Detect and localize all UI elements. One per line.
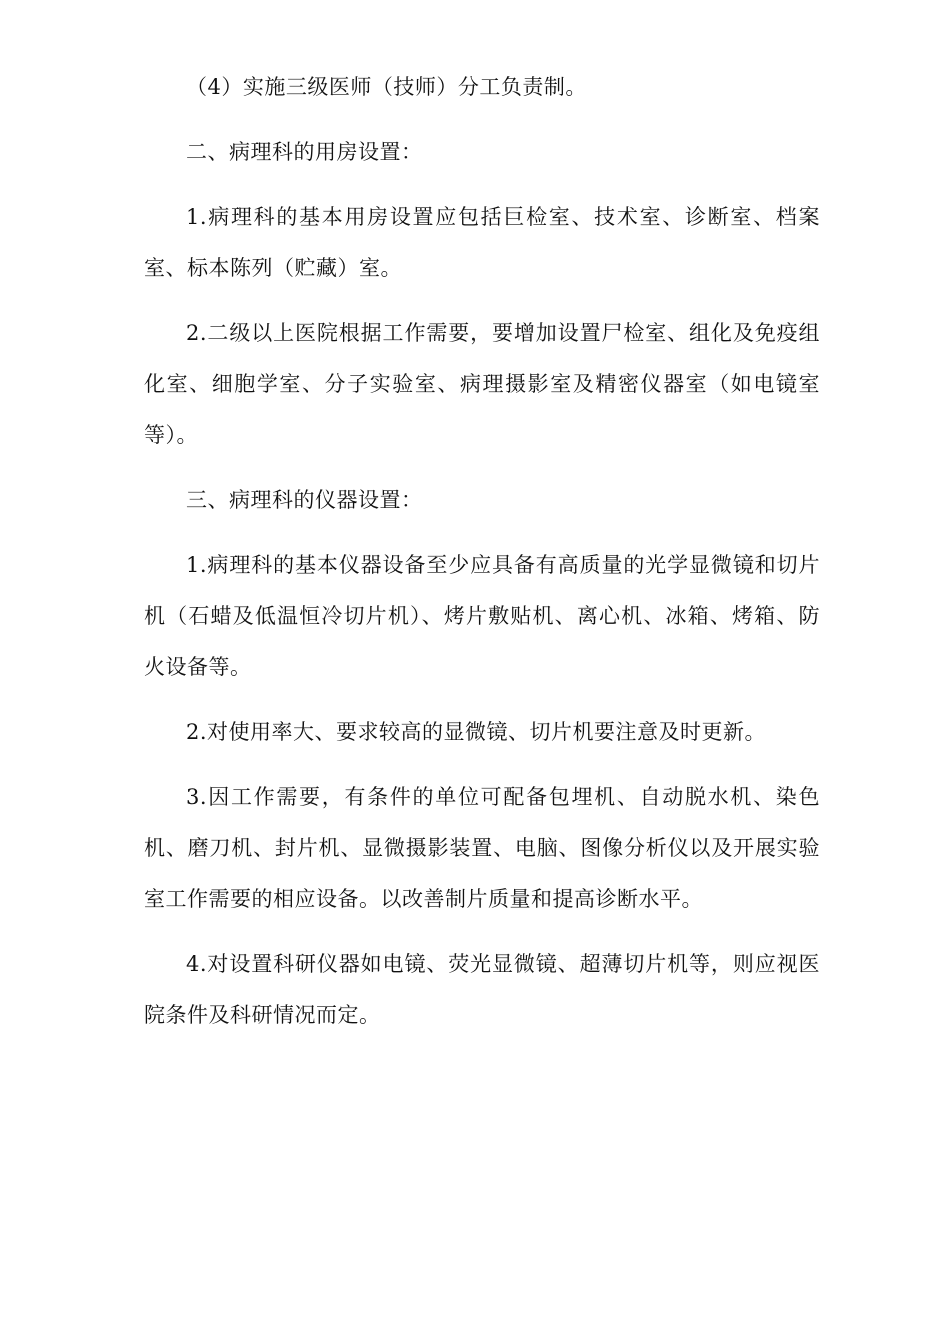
paragraph-instrument-updates: 2.对使用率大、要求较高的显微镜、切片机要注意及时更新。 xyxy=(186,720,767,744)
paragraph-basic-rooms: 1.病理科的基本用房设置应包括巨检室、技术室、诊断室、档案室、标本陈列（贮藏）室。 xyxy=(144,205,820,280)
paragraph-additional-rooms: 2.二级以上医院根据工作需要，要增加设置尸检室、组化及免疫组化室、细胞学室、分子实验室、病理摄影室及精密仪器室（如电镜室等）。 xyxy=(144,321,820,447)
paragraph-research-instruments: 4.对设置科研仪器如电镜、荧光显微镜、超薄切片机等，则应视医院条件及科研情况而定。 xyxy=(144,952,820,1027)
document-body xyxy=(144,62,820,1055)
section-heading-rooms: 二、病理科的用房设置： xyxy=(186,140,423,164)
section-heading-instruments: 三、病理科的仪器设置： xyxy=(186,488,423,512)
paragraph-basic-instruments: 1.病理科的基本仪器设备至少应具备有高质量的光学显微镜和切片机（石蜡及低温恒冷切片机）、烤片敷贴机、离心机、冰箱、烤箱、防火设备等。 xyxy=(144,553,820,679)
paragraph-optional-equipment: 3.因工作需要，有条件的单位可配备包埋机、自动脱水机、染色机、磨刀机、封片机、显微摄影装置、电脑、图像分析仪以及开展实验室工作需要的相应设备。以改善制片质量和提高诊断水平。 xyxy=(144,785,820,911)
paragraph-responsibility-system: （4）实施三级医师（技师）分工负责制。 xyxy=(186,75,587,99)
